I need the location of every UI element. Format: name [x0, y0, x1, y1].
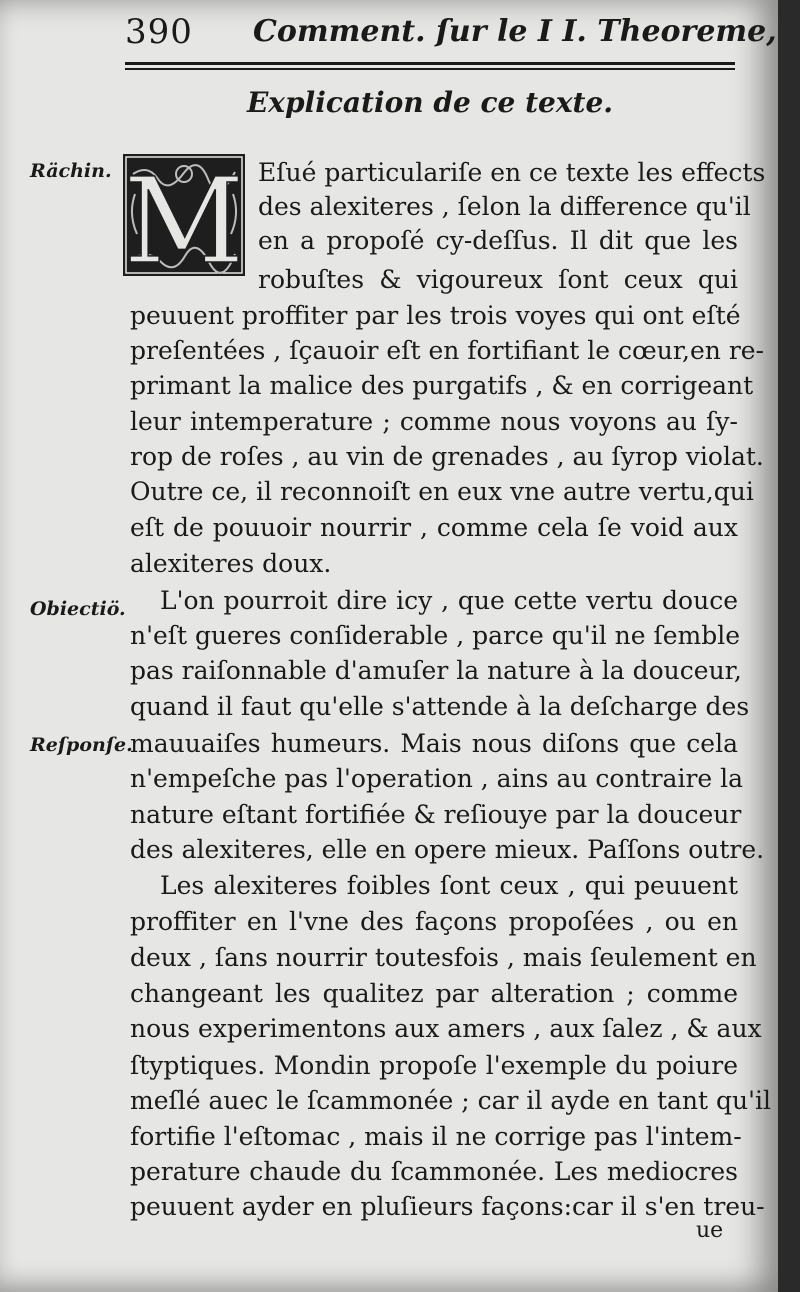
text-line: perature chaude du ſcammonée. Les mediocres: [130, 1157, 738, 1186]
text-line: fortifie l'eſtomac , mais il ne corrige pas l'intem-: [130, 1122, 742, 1151]
margin-note-rachin: Rächin.: [30, 160, 112, 182]
text-line: nature eſtant fortifiée & reſiouye par la douceur: [130, 800, 742, 829]
text-line: en a propoſé cy-deſſus. Il dit que les: [258, 226, 738, 255]
text-line: peuuent proffiter par les trois voyes qui ont eſté: [130, 301, 741, 330]
text-line: robuſtes & vigoureux ſont ceux qui: [258, 265, 738, 294]
text-line: L'on pourroit dire icy , que cette vertu douce: [160, 586, 738, 615]
text-line: Les alexiteres foibles ſont ceux , qui peuuent: [160, 871, 738, 900]
text-line: Eſué particulariſe en ce texte les effects: [258, 158, 766, 187]
page-header: [125, 12, 777, 58]
text-line: Outre ce, il reconnoiſt en eux vne autre vertu,qui: [130, 477, 754, 506]
text-line: n'eſt gueres conſiderable , parce qu'il ne ſemble: [130, 621, 741, 650]
text-line: quand il faut qu'elle s'attende à la deſcharge des: [130, 692, 750, 721]
text-line: rop de roſes , au vin de grenades , au ſyrop violat.: [130, 442, 764, 471]
text-line: deux , ſans nourrir toutesfois , mais ſeulement en: [130, 943, 757, 972]
text-line: ſtyptiques. Mondin propoſe l'exemple du poiure: [130, 1051, 738, 1080]
page-number: 390: [125, 12, 193, 52]
catchword: ue: [696, 1218, 724, 1243]
text-line: n'empeſche pas l'operation , ains au contraire la: [130, 764, 744, 793]
margin-note-response: Reſponſe.: [30, 734, 133, 756]
running-head: Comment. ſur le I I. Theoreme,: [253, 14, 777, 49]
text-line: eſt de pouuoir nourrir , comme cela ſe void aux: [130, 513, 738, 542]
text-line: peuuent ayder en pluſieurs façons:car il s'en treu-: [130, 1192, 765, 1221]
text-line: changeant les qualitez par alteration ; comme: [130, 979, 738, 1008]
ornament-foliage: [123, 154, 245, 276]
section-title: Explication de ce texte.: [246, 86, 614, 119]
header-rule: [125, 62, 735, 72]
text-line: des alexiteres , ſelon la difference qu'il: [258, 192, 751, 221]
text-line: primant la malice des purgatifs , & en corrigeant: [130, 371, 754, 400]
text-line: preſentées , ſçauoir eſt en fortifiant le cœur,en re-: [130, 336, 765, 365]
text-line: leur intemperature ; comme nous voyons au ſy-: [130, 407, 738, 436]
text-line: alexiteres doux.: [130, 549, 332, 578]
margin-note-objection: Obiectiö.: [30, 598, 126, 620]
text-line: mauuaiſes humeurs. Mais nous diſons que cela: [130, 729, 738, 758]
text-line: meſlé auec le ſcammonée ; car il ayde en tant qu'il: [130, 1086, 771, 1115]
text-line: des alexiteres, elle en opere mieux. Paſſons outre.: [130, 835, 765, 864]
text-line: proffiter en l'vne des façons propoſées , ou en: [130, 907, 738, 936]
drop-cap-letter: M: [123, 154, 245, 276]
text-line: pas raiſonnable d'amuſer la nature à la douceur,: [130, 656, 742, 685]
drop-cap-initial: [123, 154, 245, 276]
text-line: nous experimentons aux amers , aux ſalez , & aux: [130, 1014, 762, 1043]
